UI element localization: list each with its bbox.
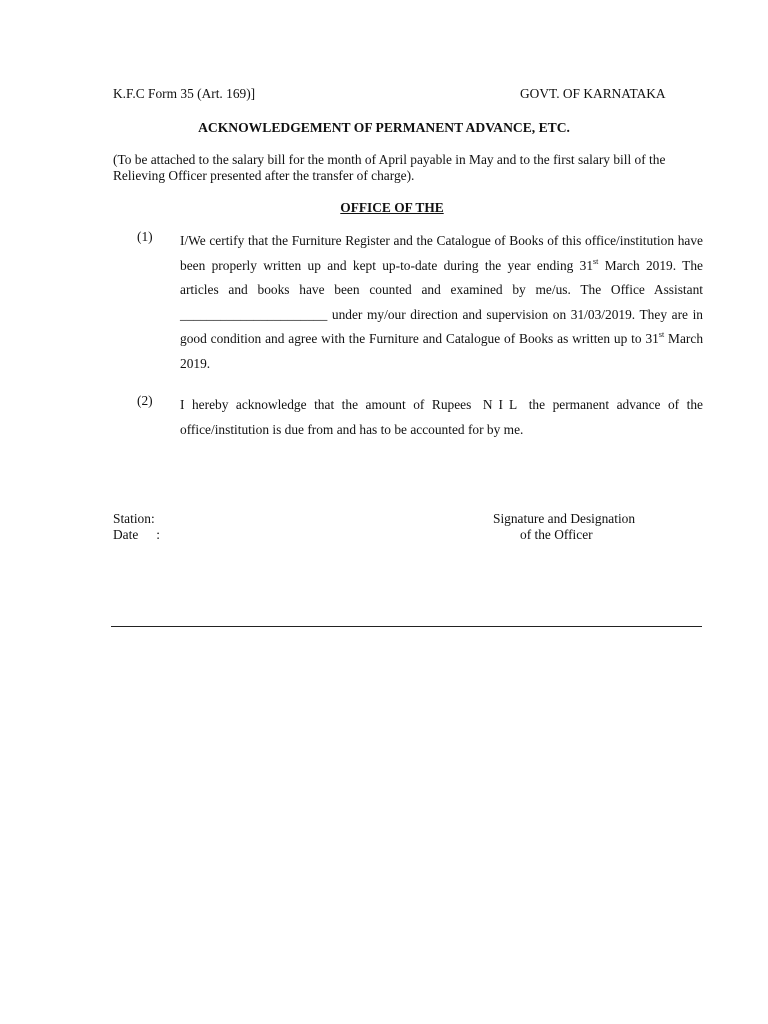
date-row	[113, 527, 160, 543]
paragraph-2-body	[180, 393, 703, 442]
date-label: Date	[113, 527, 139, 542]
ordinal-suffix-a: st	[593, 256, 599, 266]
document-title: ACKNOWLEDGEMENT OF PERMANENT ADVANCE, ETC.	[198, 120, 570, 135]
date-colon: :	[156, 527, 161, 542]
office-heading: OFFICE OF THE	[340, 200, 444, 215]
horizontal-rule	[111, 626, 702, 627]
officer-label: of the Officer	[520, 527, 593, 542]
paragraph-2-text-b: the permanent advance of the office/institution is due from and has to be accounted for by me.	[180, 397, 704, 437]
paragraph-2	[113, 393, 703, 442]
form-reference: K.F.C Form 35 (Art. 169)]	[113, 86, 256, 101]
paragraph-1	[113, 229, 703, 377]
advance-amount: NIL	[482, 397, 524, 412]
paragraph-1-body	[180, 229, 703, 377]
signature-label: Signature and Designation	[493, 511, 636, 526]
paragraph-1-text-b: March 2019. The articles and books have been counted and examined by me/us. The Office Assistant ______________________ under my/our direction and supervision on 31/03/2019. They are in good condition and agree with the Furniture and Catalogue of Books as written up to 31	[180, 257, 703, 347]
intro-note: (To be attached to the salary bill for the month of April payable in May and to the first salary bill of the Relieving Officer presented after the transfer of charge).	[113, 152, 666, 183]
paragraph-1-text-a: I/We certify that the Furniture Register and the Catalogue of Books of this office/institution have been properly written up and kept up-to-date during the year ending 31	[180, 233, 703, 273]
paragraph-1-text-c: March 2019.	[180, 331, 704, 371]
paragraph-2-text-a: I hereby acknowledge that the amount of Rupees	[180, 397, 479, 412]
station-label: Station:	[113, 511, 155, 526]
paragraph-2-number: (2)	[137, 393, 153, 408]
government-name: GOVT. OF KARNATAKA	[520, 86, 666, 101]
ordinal-suffix-b: st	[658, 330, 665, 340]
paragraph-1-number: (1)	[137, 229, 153, 244]
